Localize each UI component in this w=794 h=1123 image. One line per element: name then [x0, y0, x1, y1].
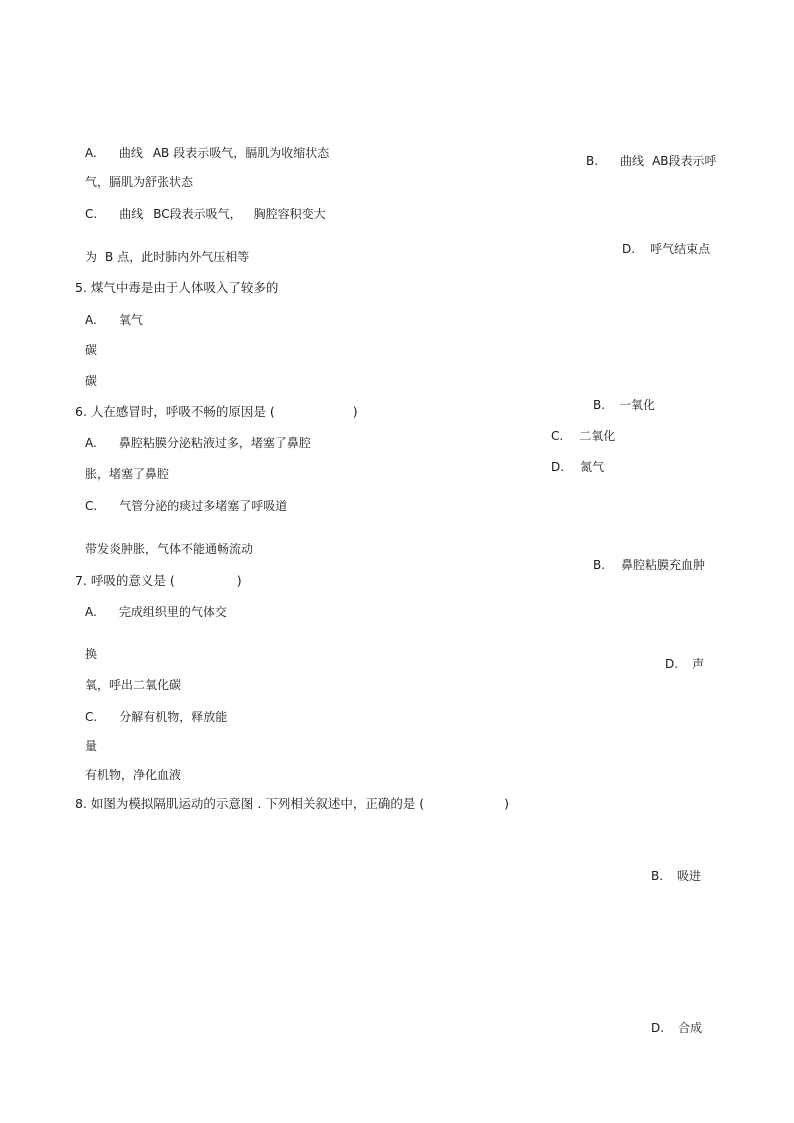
option-text: 完成组织里的气体交: [118, 605, 227, 619]
q6-option-d-continued: 带发炎肿胀，气体不能通畅流动: [85, 542, 254, 556]
option-label: A.: [85, 146, 97, 160]
q4-option-b-continued: 气，膈肌为舒张状态: [85, 175, 194, 189]
option-label: A.: [85, 605, 97, 619]
option-text: 胸腔容积变大: [253, 207, 326, 221]
option-label: C.: [85, 207, 98, 221]
q5-stem: 5. 煤气中毒是由于人体吸入了较多的: [75, 280, 279, 295]
option-text: 曲线: [118, 146, 143, 160]
option-text: 氧气: [118, 313, 143, 327]
option-text: 鼻腔粘膜分泌粘液过多，堵塞了鼻腔: [118, 436, 311, 450]
q8-stem: [75, 797, 509, 811]
q7-stem: [75, 574, 242, 588]
option-text: 段表示吸气，膈肌为收缩状态: [173, 146, 330, 160]
answer-blank-close: ): [504, 796, 510, 811]
option-label: D.: [551, 460, 565, 474]
question-text: 8. 如图为模拟隔肌运动的示意图 . 下列相关叙述中，正确的是 (: [75, 796, 425, 811]
option-text: 呼气结束点: [650, 242, 711, 256]
option-text: 点，此时肺内外气压相等: [117, 250, 250, 264]
question-text: 7. 呼吸的意义是 (: [75, 573, 175, 588]
q5-option-b-continued: 碳: [85, 343, 98, 357]
answer-blank-close: ): [352, 404, 358, 419]
option-text: 吸进: [677, 869, 702, 883]
option-text: 合成: [678, 1021, 703, 1035]
option-label: D.: [651, 1021, 665, 1035]
q5-option-d: [551, 460, 604, 474]
q7-option-c-continued: 量: [85, 739, 98, 753]
option-text: 气管分泌的痰过多堵塞了呼吸道: [119, 499, 288, 513]
option-text: 二氧化: [579, 429, 616, 443]
q6-stem: [75, 405, 358, 419]
q6-option-b: [593, 558, 705, 572]
option-text: 为: [85, 250, 98, 264]
option-label: B.: [593, 558, 606, 572]
option-label: C.: [85, 710, 98, 724]
option-label: A.: [85, 436, 97, 450]
q4-option-b: [586, 154, 717, 168]
option-text: B: [105, 250, 114, 264]
option-text: AB段表示呼: [652, 154, 717, 168]
option-label: A.: [85, 313, 97, 327]
option-label: B.: [586, 154, 599, 168]
q7-option-d-continued: 有机物，净化血液: [85, 768, 182, 782]
option-label: B.: [593, 398, 606, 412]
option-label: C.: [85, 499, 98, 513]
option-text: 氮气: [580, 460, 605, 474]
q7-option-a: [85, 605, 227, 619]
option-label: D.: [665, 657, 679, 671]
option-text: 曲线: [620, 154, 645, 168]
answer-blank-close: ): [236, 573, 242, 588]
q4-option-c: [85, 207, 326, 221]
option-text: 曲线: [119, 207, 144, 221]
option-text: 声: [692, 657, 705, 671]
option-label: C.: [551, 429, 564, 443]
q5-option-c-continued: 碳: [85, 374, 98, 388]
question-text: 6. 人在感冒时，呼吸不畅的原因是 (: [75, 404, 275, 419]
q5-option-c: [551, 429, 615, 443]
q7-option-d: [665, 657, 704, 671]
option-text: 一氧化: [619, 398, 656, 412]
q6-option-b-continued: 胀，堵塞了鼻腔: [85, 467, 170, 481]
q7-option-b-continued: 氧，呼出二氧化碳: [85, 678, 182, 692]
q4-option-a: [85, 146, 329, 160]
q8-option-d: [651, 1021, 702, 1035]
q6-option-c: [85, 499, 287, 513]
option-text: AB: [152, 146, 170, 160]
option-label: D.: [622, 242, 636, 256]
option-text: 分解有机物，释放能: [119, 710, 228, 724]
q7-option-a-continued: 换: [85, 647, 98, 661]
option-text: 鼻腔粘膜充血肿: [621, 558, 706, 572]
option-label: B.: [651, 869, 664, 883]
q6-option-a: [85, 436, 311, 450]
q5-option-b: [593, 398, 655, 412]
q7-option-c: [85, 710, 227, 724]
q8-option-b: [651, 869, 701, 883]
q5-option-a: [85, 313, 143, 327]
q4-option-d: [622, 242, 710, 256]
q4-option-d-continued: [85, 250, 249, 264]
option-text: BC段表示吸气，: [153, 207, 242, 221]
